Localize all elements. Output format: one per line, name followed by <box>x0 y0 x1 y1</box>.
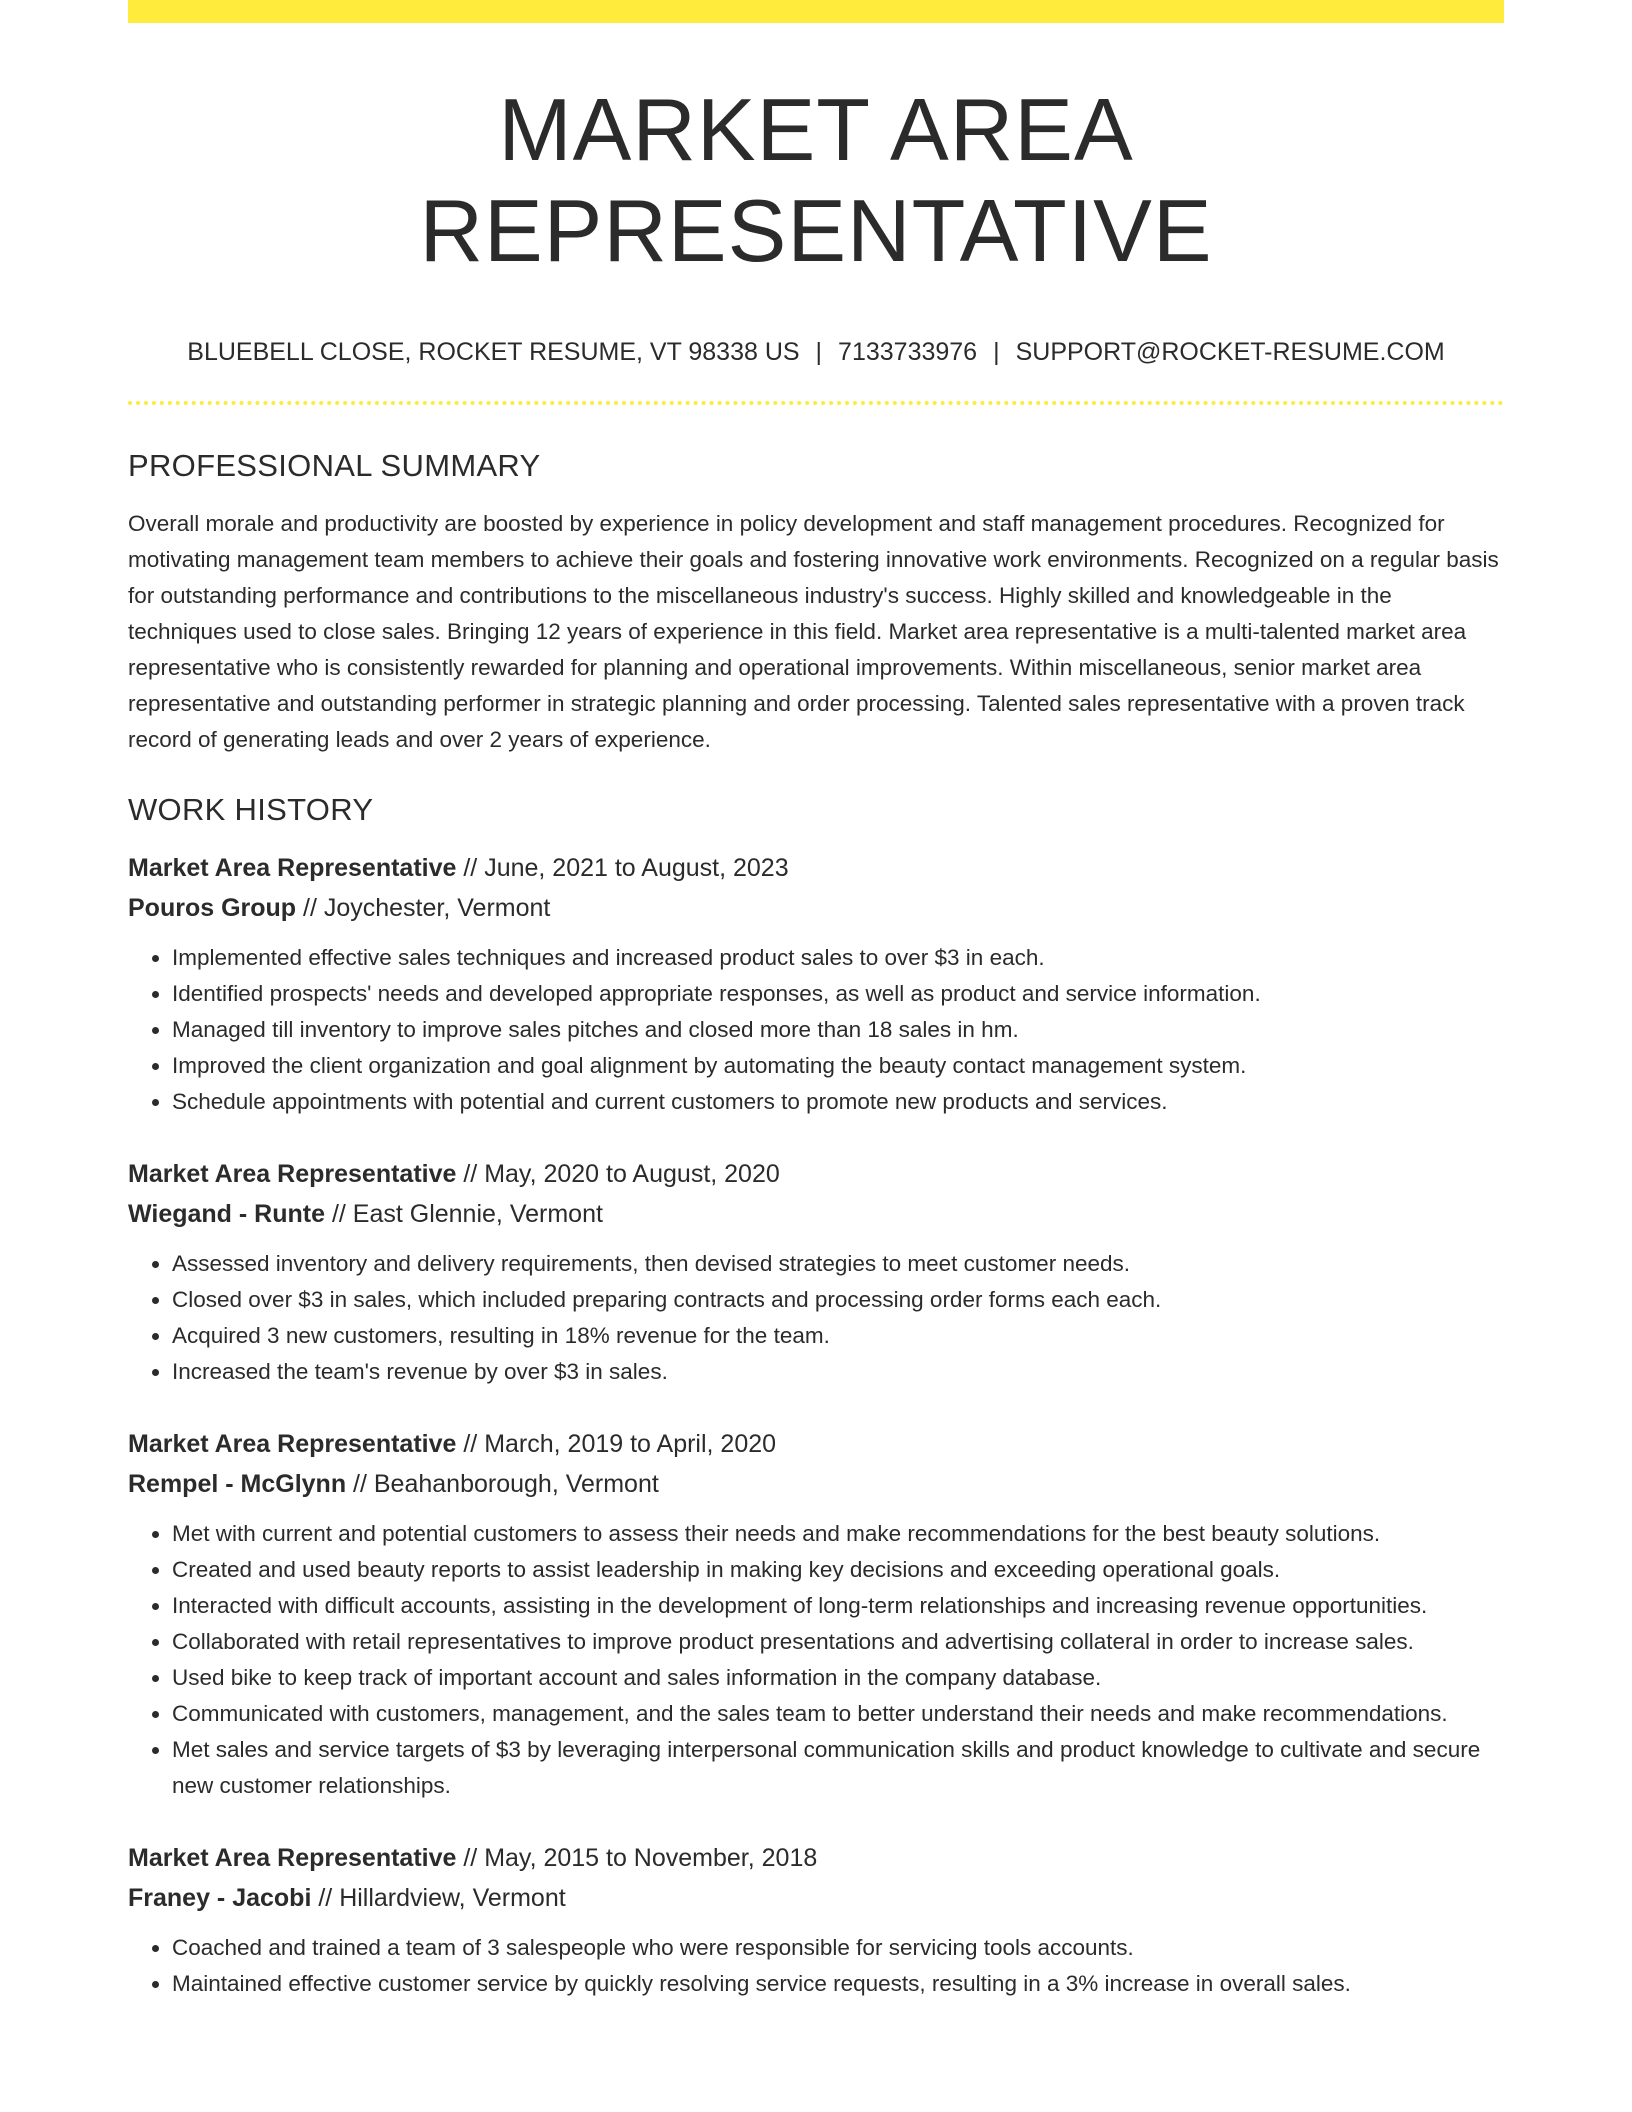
job-bullet: • Identified prospects' needs and developed appropriate responses, as well as product and service information. <box>172 976 1504 1012</box>
job-company-line <box>128 1464 1504 1504</box>
job-bullet: • Managed till inventory to improve sales pitches and closed more than 18 sales in hm. <box>172 1012 1504 1048</box>
contact-separator: | <box>815 338 823 367</box>
summary-text: Overall morale and productivity are boosted by experience in policy development and staff management procedures. Recognized for motivating management team members to achieve their goals and fostering innovative work environments. Recognized on a regular basis for outstanding performance and contributions to the miscellaneous industry's success. Highly skilled and knowledgeable in the techniques used to close sales. Bringing 12 years of experience in this field. Market area representative is a multi-talented market area representative who is consistently rewarded for planning and operational improvements. Within miscellaneous, senior market area representative and outstanding performer in strategic planning and order processing. Talented sales representative with a proven track record of generating leads and over 2 years of experience. <box>128 511 1499 753</box>
job-location: // Hillardview, Vermont <box>311 1884 566 1913</box>
job-bullet: • Met with current and potential customers to assess their needs and make recommendations for the best beauty solutions. <box>172 1516 1504 1552</box>
job-bullet: • Increased the team's revenue by over $3 in sales. <box>172 1354 1504 1390</box>
job-position-line <box>128 1838 1504 1878</box>
job-location: // East Glennie, Vermont <box>325 1200 603 1229</box>
job-location: // Beahanborough, Vermont <box>346 1470 659 1499</box>
job-position: Market Area Representative <box>128 854 457 883</box>
job-dates: // June, 2021 to August, 2023 <box>456 854 789 883</box>
job-bullets <box>128 940 1504 1120</box>
job-bullet: • Interacted with difficult accounts, assisting in the development of long-term relationships and increasing revenue opportunities. <box>172 1588 1504 1624</box>
job-bullet: • Implemented effective sales techniques and increased product sales to over $3 in each. <box>172 940 1504 976</box>
job-company-line <box>128 1194 1504 1234</box>
job-bullet: • Collaborated with retail representatives to improve product presentations and advertising collateral in order to increase sales. <box>172 1624 1504 1660</box>
job-company: Franey - Jacobi <box>128 1884 312 1913</box>
summary-heading: PROFESSIONAL SUMMARY <box>128 448 541 484</box>
job-entry <box>128 1154 1504 1390</box>
job-bullet: • Closed over $3 in sales, which included preparing contracts and processing order forms each each. <box>172 1282 1504 1318</box>
job-bullet: • Coached and trained a team of 3 salespeople who were responsible for servicing tools accounts. <box>172 1930 1504 1966</box>
resume-page <box>128 0 1504 2002</box>
job-bullet: • Communicated with customers, management, and the sales team to better understand their needs and make recommendations. <box>172 1696 1504 1732</box>
job-entry <box>128 848 1504 1120</box>
job-position: Market Area Representative <box>128 1844 457 1873</box>
job-bullets <box>128 1246 1504 1390</box>
contact-line <box>128 337 1504 367</box>
job-location: // Joychester, Vermont <box>296 894 551 923</box>
job-position-line <box>128 1154 1504 1194</box>
job-company: Wiegand - Runte <box>128 1200 325 1229</box>
job-dates: // May, 2020 to August, 2020 <box>456 1160 780 1189</box>
work-history-heading: WORK HISTORY <box>128 792 374 828</box>
job-dates: // March, 2019 to April, 2020 <box>456 1430 777 1459</box>
job-company: Rempel - McGlynn <box>128 1470 347 1499</box>
job-bullet: • Maintained effective customer service by quickly resolving service requests, resulting in a 3% increase in overall sales. <box>172 1966 1504 2002</box>
contact-address: BLUEBELL CLOSE, ROCKET RESUME, VT 98338 US <box>187 338 800 367</box>
job-bullet: • Schedule appointments with potential and current customers to promote new products and services. <box>172 1084 1504 1120</box>
job-company-line <box>128 888 1504 928</box>
top-accent-bar <box>128 0 1504 23</box>
resume-title: MARKET AREA REPRESENTATIVE <box>419 80 1213 281</box>
job-position-line <box>128 1424 1504 1464</box>
job-position: Market Area Representative <box>128 1160 457 1189</box>
contact-email[interactable]: SUPPORT@ROCKET-RESUME.COM <box>1015 338 1445 367</box>
job-bullet: • Met sales and service targets of $3 by leveraging interpersonal communication skills and product knowledge to cultivate and secure new customer relationships. <box>172 1732 1504 1804</box>
job-bullets <box>128 1930 1504 2002</box>
job-position-line <box>128 848 1504 888</box>
contact-phone[interactable]: 7133733976 <box>838 338 978 367</box>
job-bullet: • Improved the client organization and goal alignment by automating the beauty contact management system. <box>172 1048 1504 1084</box>
job-bullet: • Created and used beauty reports to assist leadership in making key decisions and exceeding operational goals. <box>172 1552 1504 1588</box>
job-bullet: • Used bike to keep track of important account and sales information in the company database. <box>172 1660 1504 1696</box>
job-entry <box>128 1424 1504 1804</box>
dotted-divider <box>128 401 1504 405</box>
job-position: Market Area Representative <box>128 1430 457 1459</box>
job-company: Pouros Group <box>128 894 297 923</box>
contact-separator: | <box>993 338 1000 367</box>
job-dates: // May, 2015 to November, 2018 <box>456 1844 818 1873</box>
job-entry <box>128 1838 1504 2002</box>
job-bullet: • Acquired 3 new customers, resulting in 18% revenue for the team. <box>172 1318 1504 1354</box>
job-company-line <box>128 1878 1504 1918</box>
job-bullets <box>128 1516 1504 1804</box>
job-bullet: • Assessed inventory and delivery requirements, then devised strategies to meet customer needs. <box>172 1246 1504 1282</box>
